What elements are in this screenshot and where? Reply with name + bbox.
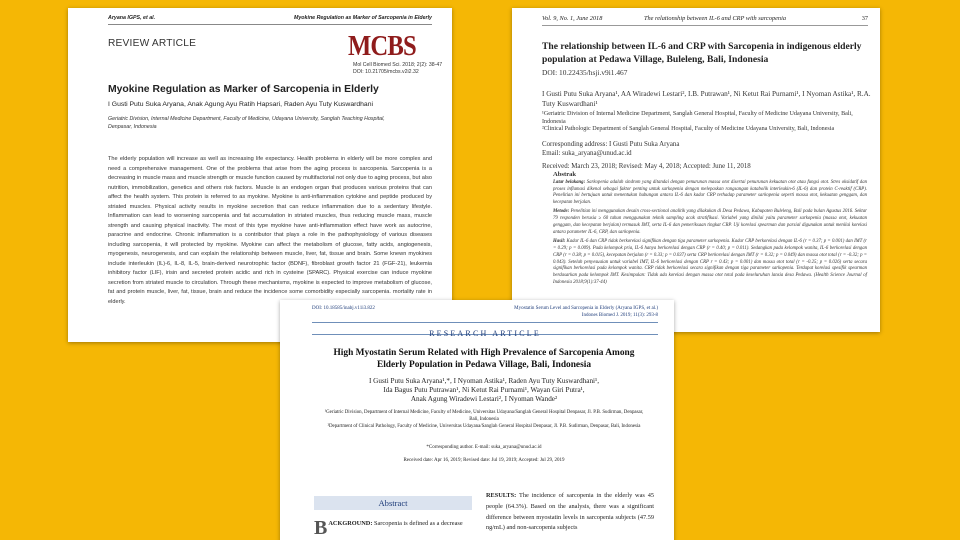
header-rule xyxy=(542,25,868,26)
affiliation: Geriatric Division, Internal Medicine Department, Faculty of Medicine, Udayana University, Sanglah Teaching Hospital, Denpasar, Indonesia xyxy=(108,116,385,130)
abstrak-heading: Abstrak xyxy=(553,171,577,178)
article-type: RESEARCH ARTICLE xyxy=(429,329,541,338)
abstract-heading: Abstract xyxy=(314,496,472,510)
article-title: Myokine Regulation as Marker of Sarcopenia in Elderly xyxy=(108,84,379,95)
affiliations xyxy=(542,111,872,134)
article-title: High Myostatin Serum Related with High Prevalence of Sarcopenia Among Elderly Population in Pedawa Village, Bali, Indonesia xyxy=(333,348,635,370)
abstrak-text: Penelitian ini menggunakan desain cross-sectional analitik yang dilakukan di Desa Pedawa, Kabupaten Buleleng, Bali pada bulan Agustus 2016. Sektar 79 responden berusia ≥ 60 tahun menggunakan teknik sampling acak stratifikasi. Variabel yang dinilai yaitu parameter sarkopenia (massa otot, kekuatan genggam, dan kecepatan berjalan) termasuk IMT, serta IL-6 dan pemeriksaan tingkat CRP. Uji korelasi spearman dan parsial digunakan untuk menilai korelasi antara parameter IL-6, CRP, dan sarkopenia. xyxy=(553,209,867,235)
submission-dates: Received: March 23, 2018; Revised: May 4, 2018; Accepted: June 11, 2018 xyxy=(542,163,751,170)
author-line: I Gusti Putu Suka Aryana¹,*, I Nyoman Astika¹, Raden Ayu Tuty Kuswardhani¹, xyxy=(368,377,599,385)
corresponding-email: Email: suka_aryana@unud.ac.id xyxy=(542,150,632,158)
affiliation-2: ²Department of Clinical Pathology, Faculty of Medicine, Universitas Udayana/Sanglah General Hospital Denpasar, Jl. P.B. Sudirman, Denpasar, Bali, Indonesia xyxy=(327,423,641,429)
running-header-right: Myokine Regulation as Marker of Sarcopenia in Elderly xyxy=(293,15,432,21)
header-rule xyxy=(108,24,432,25)
abstrak-text: Kadar IL-6 dan CRP tidak berkorelasi signifikan dengan tiga parameter sarkopenia. Kadar CRP berkorelasi dengan IL-6 (r = 0.37; p = 0.001) dan IMT (r = 0.29; p = 0.009). Pada kelompok pria, IL-6 hanya berkorelasi dengan CRP (r = 0.40; p = 0.011). Sedangkan pada kelompok wanita, IL-6 berkorelasi dengan CRP (r = 0.38; p = 0.015), kecepatan berjalan (r = 0.33; p = 0.037) serta CRP berkorelasi dengan IMT (r = 0.32; p = 0.049) dan massa otot total (r = -0.32; p = 0.043). Setelah penyesuaian untuk variabel IMT, IL-6 berkorelasi dengan CRP r = 0.43; p = 0.001) dan massa otot total (r = -0.25; p = 0.026) serta secara signifikan berkorelasi pada kelompok wanita. CRP tidak berkorelasi secara signifikan dengan tiga parameter sarkopenia. Terdapat korelasi spesifik spearman berdasarkan pada kelompok IMT. Kesimpulan: Tidak ada korelasi dengan massa otot total pada keseluruhan lansia desa Pedawa. (Health Science Journal of Indonesia 2018;9(1):37-44) xyxy=(553,239,867,285)
article-title: The relationship between IL-6 and CRP with Sarcopenia in indigenous elderly population at Pedawa Village, Buleleng, Bali, Indonesia xyxy=(542,41,862,65)
abstract-text: The elderly population will increase as well as increasing life expectancy. Health problems in elderly will be more complex and need a comprehensive management. One of the problems that arise from the aging process is sarcopenia. Sarcopenia is a decreasing in muscle mass and muscle strength or muscle function caused by multifactorial not only due to aging process, but also nutrition, immobilization, genetics and others risk factors. Muscle is an endogen organ that produces various proteins that can affect the health system. This protein is referred to as myokine. Myokine is anti-inflammation cytokine and peptide produced by striated muscles. Physical activity results in myokine secretion that can reduce inflammation due to a sedentary lifestyle. Inflammation can lead to worsening sarcopenia and fat accumulation in striated muscles, thus reducing muscle mass, muscle strength and causing physical inactivity. The most of this type myokine have anti-inflammation effect have work as autocrine, paracrine and endocrine. Chronic inflammation is a contributor that plays a role in the pathophysiology of various diseases including sarcopenia, it will protected by myokine. Myokine can affect the metabolism of glucose, fatty acids, angiogenesis, myogenesis, neurogenesis, and can explain the relationship between muscle, liver, fat, tissue and brain. Some knewn myokines include interleukin (IL)-6, IL-8, IL-5, brain-derived neurotrophic factor (BDNF), fibroblast growth factor 21 (FGF-21), leukemia inhibitory factor (LIF), irisin and secreted protein acidic and rich in cysteine (SPARC). Physical exercise can induce myokine secretion from striated muscle to circulation. Through these mechanisms, myokine is expected to improve metabolism of glucose, fat and protein muscle, liver, fat, tissue, brain and reduce the incidence some comorbidity especially sarcopenia. mortality rate in elderly. xyxy=(108,156,432,305)
abstract-background xyxy=(314,517,474,539)
affiliation-1: ¹Geriatric Division, Department of Internal Medicine, Faculty of Medicine, Universitas Udayana/Sanglah General Hospital Denpasar, Jl. P.B. Sudirman, Denpasar, Bali, Indonesia xyxy=(324,410,644,422)
author-line: Anak Agung Wiradewi Lestari², I Nyoman Wande² xyxy=(410,394,558,403)
abstrak-background xyxy=(553,180,867,207)
page-number: 37 xyxy=(861,15,868,22)
citation-line: Indones Biomed J. 2019; 11(3): 293-8 xyxy=(581,312,658,318)
running-title: Myostatin Serum Level and Sarcopenia in Elderly (Aryana IGPS, et al.) xyxy=(514,306,658,311)
abstrak-text: Sarkopenia adalah sindrom yang ditandai dengan penurunan massa otot disertai penurunan kekuatan otot atau fungsi otot. Stres oksidatif dan proses inflamasi dikenal sebagai faktor penting untuk sarkopenia dengan melepaskan rangsangan katabolik interleukin-6 (IL-6) dan protein C-reaktif (CRP). Penelitian ini bertujuan untuk menentukan hubungan antara IL-6 dan kadar CRP terhadap parameter sarkopenia seperti massa otot, kekuatan genggam, dan kecepatan berjalan. xyxy=(553,179,867,206)
volume-info: Vol. 9, No. 1, June 2018 xyxy=(542,15,603,22)
affiliation-1: ¹Geriatric Division of Internal Medicine Department, Sanglah General Hospital, Faculty of Medicine Udayana University, Bali, Indonesia xyxy=(542,111,853,125)
citation-meta xyxy=(353,62,442,75)
doi: DOI: 10.22435/hsji.v9i1.467 xyxy=(542,68,628,77)
journal-logo: MCBS xyxy=(348,30,416,62)
article-type-banner xyxy=(312,322,658,338)
corresponding-author: *Corresponding author. E-mail: suka_aryana@unud.ac.id xyxy=(426,445,542,450)
article-type: REVIEW ARTICLE xyxy=(108,38,197,49)
abstrak-section xyxy=(553,172,867,289)
author-list: I Gusti Putu Suka Aryana, Anak Agung Ayu Ratih Hapsari, Raden Ayu Tuty Kuswardhani xyxy=(108,101,373,108)
abstract-results xyxy=(486,491,654,534)
doi-line: DOI: 10.21705/mcbs.v2i2.32 xyxy=(353,68,419,75)
author-list: I Gusti Putu Suka Aryana¹, AA Wiradewi Lestari², I.B. Putrawan¹, Ni Ketut Rai Purnami¹, I Nyoman Astika¹, R.A. Tuty Kuswardhani¹ xyxy=(542,90,871,108)
background-text: Sarcopenia is defined as a decrease xyxy=(374,520,463,527)
doi: DOI: 10.18585/inabj.v11i3.822 xyxy=(312,306,375,311)
results-label: RESULTS: xyxy=(486,492,517,499)
submission-dates: Received date: Apr 16, 2019; Revised date: Jul 19, 2019; Accepted: Jul 29, 2019 xyxy=(403,458,565,463)
running-header-left: Aryana IGPS, et al. xyxy=(108,15,156,21)
abstrak-label: Hasil: xyxy=(553,239,566,245)
myostatin-article-page xyxy=(280,300,674,540)
results-text: The incidence of sarcopenia in the elderly was 45 people (64.3%). Based on the analysis, there was a significant difference between myostatin levels in sarcopenia subjects (47.59 ng/mL) and non-sarcopenia subjects xyxy=(486,492,655,532)
abstrak-label: Metode: xyxy=(553,209,570,215)
background-label: ACKGROUND: xyxy=(328,520,373,527)
affiliations xyxy=(320,410,648,430)
abstrak-label: Latar belakang: xyxy=(553,179,586,185)
drop-cap: B xyxy=(314,517,328,539)
il6-crp-article-page xyxy=(512,8,880,332)
affiliation-2: ²Clinical Pathologic Department of Sanglah General Hospital, Faculty of Medicine Udayana University, Bali, Indonesia xyxy=(542,126,835,133)
running-title: The relationship between IL-6 and CRP with sarcopenia xyxy=(644,15,786,22)
author-list xyxy=(320,377,648,403)
corresponding-address xyxy=(542,140,679,159)
abstrak-methods xyxy=(553,209,867,236)
abstrak-results xyxy=(553,239,867,287)
corresponding-name: Corresponding address: I Gusti Putu Suka Aryana xyxy=(542,141,680,148)
running-header-right xyxy=(514,306,658,319)
citation-line: Mol Cell Biomed Sci. 2018; 2(2): 38-47 xyxy=(353,62,443,68)
author-line: Ida Bagus Putu Putrawan¹, Ni Ketut Rai Purnami¹, Wayan Giri Putra¹, xyxy=(383,385,585,394)
review-article-page xyxy=(68,8,452,342)
